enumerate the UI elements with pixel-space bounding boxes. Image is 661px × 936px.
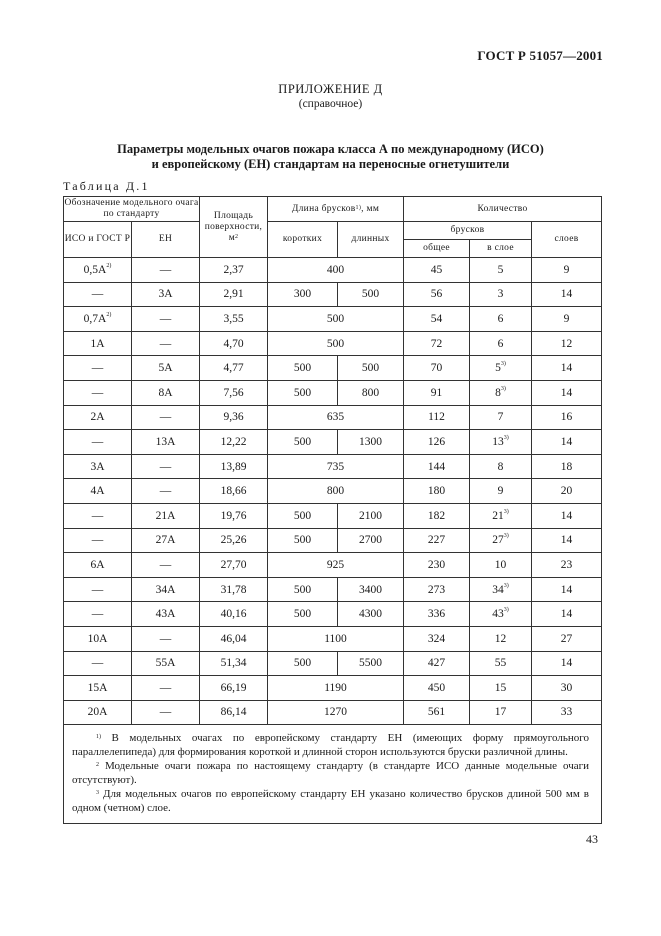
- cell-total: 72: [404, 331, 470, 356]
- cell-en: 21А: [132, 503, 200, 528]
- footnote: $^3$ Для модельных очагов по европейскому стандарту ЕН указано количество брусков длиной 500 мм в одном (четном) слое.: [72, 788, 589, 815]
- cell-per-layer: 34$^{3)}$: [470, 577, 532, 602]
- table-row: [64, 651, 602, 676]
- cell-area: 18,66: [200, 479, 268, 504]
- table-row: [64, 676, 602, 701]
- table-row: [64, 602, 602, 627]
- cell-total: 144: [404, 454, 470, 479]
- cell-short: 300: [268, 282, 338, 307]
- cell-short: 500: [268, 503, 338, 528]
- table-row: [64, 577, 602, 602]
- table-row: [64, 528, 602, 553]
- cell-area: 3,55: [200, 307, 268, 332]
- appendix-subtitle: (справочное): [298, 98, 363, 110]
- cell-long: 500: [338, 356, 404, 381]
- cell-en: —: [132, 479, 200, 504]
- cell-layers: 14: [532, 651, 602, 676]
- table-row: [64, 430, 602, 455]
- cell-en: —: [132, 626, 200, 651]
- cell-total: 561: [404, 700, 470, 725]
- cell-iso: $0,5А^{2)}$: [64, 258, 132, 283]
- cell-iso: —: [64, 528, 132, 553]
- cell-length: 1100: [268, 626, 404, 651]
- cell-area: 25,26: [200, 528, 268, 553]
- cell-length: 400: [268, 258, 404, 283]
- cell-iso: —: [64, 503, 132, 528]
- cell-en: 3А: [132, 282, 200, 307]
- table-row: [64, 282, 602, 307]
- cell-total: 180: [404, 479, 470, 504]
- cell-per-layer: 3: [470, 282, 532, 307]
- cell-per-layer: 27$^{3)}$: [470, 528, 532, 553]
- appendix-title: ПРИЛОЖЕНИЕ Д: [278, 82, 383, 96]
- table-heading: [60, 142, 601, 172]
- cell-iso: 20А: [64, 700, 132, 725]
- table-row: [64, 553, 602, 578]
- cell-layers: 18: [532, 454, 602, 479]
- cell-area: 4,70: [200, 331, 268, 356]
- header-length: Длина брусков$^{1)}$, мм: [268, 197, 404, 222]
- cell-length: 500: [268, 307, 404, 332]
- cell-area: 31,78: [200, 577, 268, 602]
- cell-total: 336: [404, 602, 470, 627]
- cell-layers: 33: [532, 700, 602, 725]
- cell-en: —: [132, 307, 200, 332]
- cell-iso: —: [64, 356, 132, 381]
- cell-short: 500: [268, 528, 338, 553]
- table-row: [64, 626, 602, 651]
- cell-total: 112: [404, 405, 470, 430]
- cell-en: 27А: [132, 528, 200, 553]
- cell-length: 800: [268, 479, 404, 504]
- cell-layers: 27: [532, 626, 602, 651]
- cell-area: 13,89: [200, 454, 268, 479]
- appendix-header: [0, 82, 661, 110]
- cell-total: 227: [404, 528, 470, 553]
- cell-area: 86,14: [200, 700, 268, 725]
- cell-long: 2100: [338, 503, 404, 528]
- cell-en: —: [132, 553, 200, 578]
- cell-iso: —: [64, 430, 132, 455]
- cell-layers: 14: [532, 577, 602, 602]
- cell-iso: 3А: [64, 454, 132, 479]
- cell-total: 427: [404, 651, 470, 676]
- table-row: [64, 356, 602, 381]
- cell-total: 324: [404, 626, 470, 651]
- cell-iso: 2А: [64, 405, 132, 430]
- cell-layers: 14: [532, 430, 602, 455]
- cell-per-layer: 6: [470, 307, 532, 332]
- cell-long: 800: [338, 380, 404, 405]
- cell-length: 1270: [268, 700, 404, 725]
- cell-total: 56: [404, 282, 470, 307]
- cell-layers: 14: [532, 380, 602, 405]
- cell-per-layer: 8$^{3)}$: [470, 380, 532, 405]
- cell-short: 500: [268, 356, 338, 381]
- cell-short: 500: [268, 430, 338, 455]
- document-code: ГОСТ Р 51057—2001: [477, 48, 603, 63]
- header-designation: Обозначение модельного очага по стандарту: [64, 197, 200, 222]
- cell-long: 4300: [338, 602, 404, 627]
- cell-per-layer: 8: [470, 454, 532, 479]
- cell-layers: 9: [532, 258, 602, 283]
- cell-per-layer: 17: [470, 700, 532, 725]
- cell-area: 4,77: [200, 356, 268, 381]
- header-layers: слоев: [532, 222, 602, 258]
- cell-iso: 15А: [64, 676, 132, 701]
- cell-iso: 6А: [64, 553, 132, 578]
- cell-area: 19,76: [200, 503, 268, 528]
- cell-area: 12,22: [200, 430, 268, 455]
- cell-en: 5А: [132, 356, 200, 381]
- cell-short: 500: [268, 380, 338, 405]
- cell-iso: —: [64, 380, 132, 405]
- header-quantity: Количество: [404, 197, 602, 222]
- page-number: 43: [586, 832, 598, 846]
- cell-area: 9,36: [200, 405, 268, 430]
- header-iso: ИСО и ГОСТ Р: [64, 222, 132, 258]
- cell-layers: 16: [532, 405, 602, 430]
- cell-area: 40,16: [200, 602, 268, 627]
- cell-per-layer: 5$^{3)}$: [470, 356, 532, 381]
- cell-long: 2700: [338, 528, 404, 553]
- cell-iso: 10А: [64, 626, 132, 651]
- fire-models-table: [63, 196, 602, 824]
- cell-en: —: [132, 258, 200, 283]
- cell-total: 54: [404, 307, 470, 332]
- cell-long: 3400: [338, 577, 404, 602]
- cell-layers: 14: [532, 356, 602, 381]
- cell-en: —: [132, 700, 200, 725]
- cell-layers: 9: [532, 307, 602, 332]
- table-label: Таблица Д.1: [63, 179, 150, 193]
- cell-short: 500: [268, 651, 338, 676]
- cell-total: 91: [404, 380, 470, 405]
- cell-iso: 4А: [64, 479, 132, 504]
- cell-length: 635: [268, 405, 404, 430]
- cell-iso: —: [64, 651, 132, 676]
- cell-total: 450: [404, 676, 470, 701]
- cell-short: 500: [268, 577, 338, 602]
- cell-per-layer: 15: [470, 676, 532, 701]
- cell-per-layer: 12: [470, 626, 532, 651]
- cell-en: 55А: [132, 651, 200, 676]
- table-notes: [64, 725, 602, 824]
- cell-en: 13А: [132, 430, 200, 455]
- table-row: [64, 405, 602, 430]
- header-area: Площадь поверхности, $м^2$: [200, 197, 268, 258]
- heading-line-1: Параметры модельных очагов пожара класса А по международному (ИСО): [117, 142, 544, 156]
- cell-layers: 14: [532, 282, 602, 307]
- header-long: длинных: [338, 222, 404, 258]
- cell-per-layer: 9: [470, 479, 532, 504]
- cell-per-layer: 43$^{3)}$: [470, 602, 532, 627]
- cell-length: 500: [268, 331, 404, 356]
- cell-layers: 14: [532, 528, 602, 553]
- table-row: [64, 258, 602, 283]
- cell-total: 70: [404, 356, 470, 381]
- table-row: [64, 380, 602, 405]
- header-total: общее: [404, 240, 470, 258]
- cell-en: 34А: [132, 577, 200, 602]
- table-row: [64, 454, 602, 479]
- cell-layers: 14: [532, 503, 602, 528]
- cell-long: 5500: [338, 651, 404, 676]
- cell-per-layer: 13$^{3)}$: [470, 430, 532, 455]
- header-en: ЕН: [132, 222, 200, 258]
- table-row: [64, 503, 602, 528]
- cell-iso: 1А: [64, 331, 132, 356]
- cell-en: 43А: [132, 602, 200, 627]
- cell-total: 126: [404, 430, 470, 455]
- cell-area: 2,37: [200, 258, 268, 283]
- cell-area: 7,56: [200, 380, 268, 405]
- heading-line-2: и европейскому (ЕН) стандартам на переносные огнетушители: [151, 157, 510, 171]
- table-row: [64, 700, 602, 725]
- cell-length: 925: [268, 553, 404, 578]
- cell-area: 51,34: [200, 651, 268, 676]
- cell-iso: —: [64, 282, 132, 307]
- cell-per-layer: 55: [470, 651, 532, 676]
- cell-en: —: [132, 331, 200, 356]
- cell-en: —: [132, 405, 200, 430]
- cell-per-layer: 7: [470, 405, 532, 430]
- cell-iso: —: [64, 602, 132, 627]
- table-row: [64, 479, 602, 504]
- header-per-layer: в слое: [470, 240, 532, 258]
- cell-long: 1300: [338, 430, 404, 455]
- cell-total: 182: [404, 503, 470, 528]
- cell-per-layer: 5: [470, 258, 532, 283]
- footnote: $^2$ Модельные очаги пожара по настоящему стандарту (в стандарте ИСО данные модельные очаги отсутствуют).: [72, 760, 590, 787]
- cell-layers: 23: [532, 553, 602, 578]
- cell-area: 66,19: [200, 676, 268, 701]
- cell-iso: —: [64, 577, 132, 602]
- cell-total: 45: [404, 258, 470, 283]
- cell-layers: 12: [532, 331, 602, 356]
- header-short: коротких: [268, 222, 338, 258]
- cell-layers: 30: [532, 676, 602, 701]
- cell-per-layer: 6: [470, 331, 532, 356]
- cell-area: 2,91: [200, 282, 268, 307]
- cell-total: 230: [404, 553, 470, 578]
- cell-layers: 20: [532, 479, 602, 504]
- cell-per-layer: 10: [470, 553, 532, 578]
- cell-en: —: [132, 676, 200, 701]
- cell-area: 46,04: [200, 626, 268, 651]
- cell-short: 500: [268, 602, 338, 627]
- cell-en: —: [132, 454, 200, 479]
- table-row: [64, 307, 602, 332]
- cell-per-layer: 21$^{3)}$: [470, 503, 532, 528]
- cell-area: 27,70: [200, 553, 268, 578]
- cell-total: 273: [404, 577, 470, 602]
- cell-length: 1190: [268, 676, 404, 701]
- cell-length: 735: [268, 454, 404, 479]
- footnote: $^{1)}$ В модельных очагах по европейскому стандарту ЕН (имеющих форму прямоугольного параллелепипеда) для формирования короткой и длинной сторон используются бруски различной длины.: [72, 732, 590, 759]
- cell-long: 500: [338, 282, 404, 307]
- table-body: [64, 258, 602, 725]
- header-bars: брусков: [404, 222, 532, 240]
- cell-layers: 14: [532, 602, 602, 627]
- table-row: [64, 331, 602, 356]
- cell-iso: $0,7А^{2)}$: [64, 307, 132, 332]
- cell-en: 8А: [132, 380, 200, 405]
